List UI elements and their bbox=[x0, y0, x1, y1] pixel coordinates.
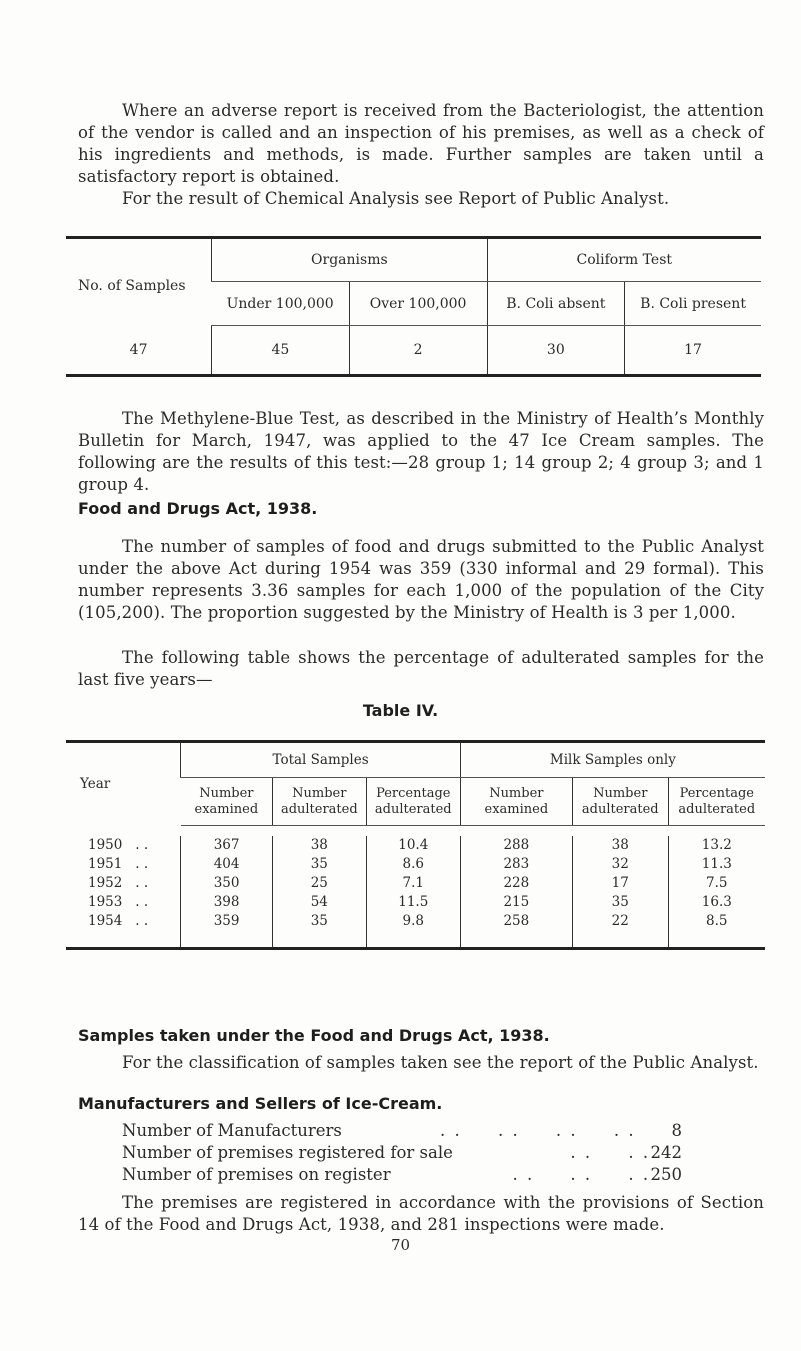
methylene-blue-paragraph: The Methylene-Blue Test, as described in the Ministry of Health’s Monthly Bulletin for March, 1947, was applied to the 47 Ice Cream samples. The following are the results of this test:—28 group 1; 14 group 2; 4 group 3; and 1 group 4. bbox=[78, 409, 764, 494]
bacteriological-results-table bbox=[66, 236, 761, 377]
document-page: Where an adverse report is received from the Bacteriologist, the attention of the vendor is called and an inspection of his premises, as well as a check of his ingredients and methods, is made. Further samples are taken until a satisfactory report is obtained. For the result of Chemical Analysis see Report of Public Analyst. No. of Samples Organisms Coliform Test Under 100,000 Over 100,000 B. Coli absent B. Coli present 47 45 2 30 17 The Methylene-Blue Test, as described in the Ministry of Health’s Monthly Bulletin for March, 1947, was applied to the 47 Ice Cream samples. The following are the results of this test:—28 group 1; 14 group 2; 4 group 3; and 1 group 4. Food and Drugs Act, 1938. The number of samples of food and drugs submitted to the Public Analyst under the above Act during 1954 was 359 (330 informal and 29 formal). This number represents 3.36 samples for each 1,000 of the population of the City (105,200). The proportion suggested by the Ministry of Health is 3 per 1,000. The following table shows the percentage of adulterated samples for the last five years— Table IV. Year Total Samples Milk Samples only Number examined Number adulterated Percentage adulterated Number examined Number adulterated Percentage adulterated 1950 . . 367 38 10.4 288 38 13.2 1951 . . 404 35 8.6 283 32 11.3 1952 . . 350 25 7.1 228 17 7.5 1953 . . 398 54 11.5 215 35 16.3 1954 . . 359 35 9.8 258 22 8.5 Samples taken under the Food and Drugs Act, 1938. For the classification of samples taken see the report of the Public Analyst. Manufacturers and Sellers of Ice-Cream. Number of Manufacturers . . . . . . . . 8 Number of premises registered for sale . . . . 242 Number of premises on register . . . . . . 250 The premises are registered in accordance with the provisions of Section 14 of the Food and Drugs Act, 1938, and 281 inspections were made. 70 bbox=[0, 0, 801, 1351]
group-total-samples: Total Samples bbox=[181, 742, 460, 778]
samples-paragraph: For the classification of samples taken see the report of the Public Analyst. bbox=[122, 1053, 759, 1072]
table-intro-paragraph: The following table shows the percentage of adulterated samples for the last five years— bbox=[78, 648, 764, 689]
col-over-100000: Over 100,000 bbox=[349, 282, 487, 326]
col-total-number-examined: Number examined bbox=[181, 778, 272, 826]
group-milk-samples: Milk Samples only bbox=[460, 742, 765, 778]
table-row: 1953 . . 398 54 11.5 215 35 16.3 bbox=[66, 893, 765, 912]
col-milk-number-adulterated: Number adulterated bbox=[572, 778, 668, 826]
cell-b-coli-present: 17 bbox=[625, 326, 761, 376]
col-total-percentage-adulterated: Percentage adulterated bbox=[366, 778, 460, 826]
cell-b-coli-absent: 30 bbox=[487, 326, 625, 376]
table-row: 1950 . . 367 38 10.4 288 38 13.2 bbox=[66, 836, 765, 855]
col-b-coli-absent: B. Coli absent bbox=[487, 282, 625, 326]
table-iv-title: Table IV. bbox=[362, 701, 439, 720]
cell-samples: 47 bbox=[66, 326, 212, 376]
group-organisms: Organisms bbox=[212, 238, 487, 282]
food-drugs-paragraph: The number of samples of food and drugs submitted to the Public Analyst under the above Act during 1954 was 359 (330 informal and 29 formal). This number represents 3.36 samples for each 1,000 of the population of the City (105,200). The proportion suggested by the Ministry of Health is 3 per 1,000. bbox=[78, 537, 764, 622]
cell-over-100000: 2 bbox=[349, 326, 487, 376]
col-no-of-samples: No. of Samples bbox=[66, 238, 212, 326]
chemical-analysis-note: For the result of Chemical Analysis see Report of Public Analyst. bbox=[122, 189, 670, 208]
ice-cream-heading: Manufacturers and Sellers of Ice-Cream. bbox=[78, 1094, 443, 1113]
table-row: 1954 . . 359 35 9.8 258 22 8.5 bbox=[66, 912, 765, 931]
col-under-100000: Under 100,000 bbox=[212, 282, 349, 326]
food-drugs-heading: Food and Drugs Act, 1938. bbox=[78, 499, 318, 518]
col-total-number-adulterated: Number adulterated bbox=[272, 778, 366, 826]
samples-heading: Samples taken under the Food and Drugs Act, 1938. bbox=[78, 1026, 550, 1045]
col-year: Year bbox=[66, 742, 181, 826]
ice-cream-paragraph: The premises are registered in accordance with the provisions of Section 14 of the Food and Drugs Act, 1938, and 281 inspections were made. bbox=[78, 1193, 764, 1234]
page-number: 70 bbox=[390, 1236, 411, 1254]
intro-paragraph: Where an adverse report is received from the Bacteriologist, the attention of the vendor is called and an inspection of his premises, as well as a check of his ingredients and methods, is made. Further samples are taken until a satisfactory report is obtained. bbox=[78, 101, 764, 186]
col-b-coli-present: B. Coli present bbox=[625, 282, 761, 326]
col-milk-percentage-adulterated: Percentage adulterated bbox=[668, 778, 765, 826]
table-row: 1951 . . 404 35 8.6 283 32 11.3 bbox=[66, 855, 765, 874]
table-row: 1952 . . 350 25 7.1 228 17 7.5 bbox=[66, 874, 765, 893]
adulterated-samples-table bbox=[66, 740, 765, 950]
group-coliform: Coliform Test bbox=[487, 238, 761, 282]
col-milk-number-examined: Number examined bbox=[460, 778, 572, 826]
cell-under-100000: 45 bbox=[212, 326, 349, 376]
